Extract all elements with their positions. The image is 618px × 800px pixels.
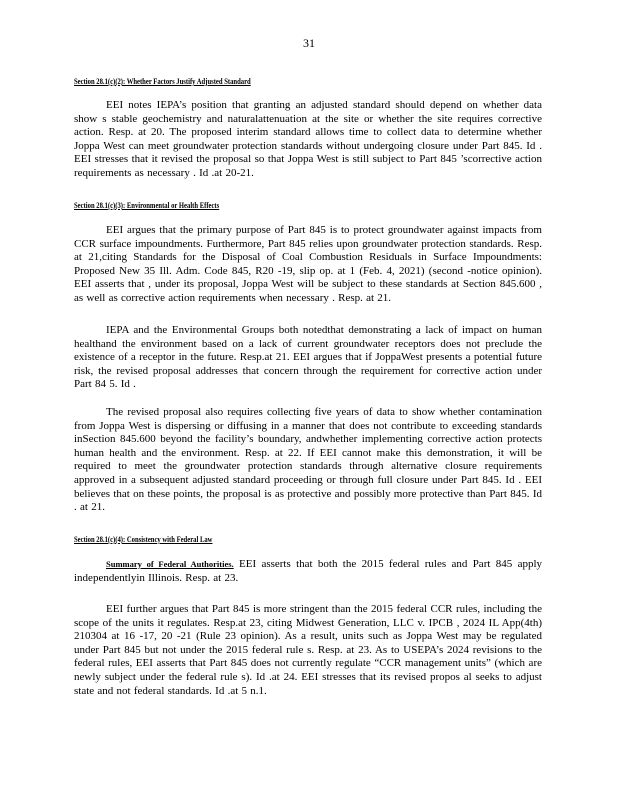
paragraph: EEI notes IEPA’s position that granting an adjusted standard should depend on whether data show s stable geochemistry and naturalattenuation at the site or whether the site requires corrective action. Resp. at 20. The proposed interim standard allows time to collect data to determine whether Joppa West can meet groundwater protection standards without undergoing closure under Part 845. Id . EEI stresses that it revised the proposal so that Joppa West is still subject to Part 845 ’scorrective action requirements as necessary . Id .at 20-21. <box>74 99 542 179</box>
section-heading: Section 28.1(c)(2): Whether Factors Justify Adjusted Standard <box>74 76 251 86</box>
section-heading: Section 28.1(c)(3): Environmental or Health Effects <box>74 200 220 210</box>
paragraph: IEPA and the Environmental Groups both notedthat demonstrating a lack of impact on human healthand the environment based on a lack of current groundwater receptors does not preclude the existence of a receptor in the future. Resp.at 21. EEI argues that if JoppaWest presents a potential future risk, the revised proposal addresses that concern through the requirement for corrective action under Part 84 5. Id . <box>74 324 542 391</box>
subheading: Summary of Federal Authorities. <box>106 559 234 569</box>
paragraph: Summary of Federal Authorities. EEI asserts that both the 2015 federal rules and Part 845 apply independentlyin Illinois. Resp. at 23. <box>74 558 543 584</box>
paragraph: The revised proposal also requires collecting five years of data to show whether contamination from Joppa West is dispersing or diffusing in a manner that does not contribute to exceeding standards inSection 845.600 beyond the facility’s boundary, andwhether implementing corrective action protects human health and the environment. Resp. at 22. If EEI cannot make this demonstration, it will be required to meet the groundwater protection standards through alternative closure requirements approved in a subsequent adjusted standard proceeding or through full closure under Part 845. Id . EEI believes that on these points, the proposal is as protective and possibly more protective than Part 845. Id . at 21. <box>74 406 542 514</box>
section-heading: Section 28.1(c)(4): Consistency with Federal Law <box>74 534 213 544</box>
paragraph: EEI argues that the primary purpose of Part 845 is to protect groundwater against impacts from CCR surface impoundments. Furthermore, Part 845 relies upon groundwater protection standards. Resp. at 21,citing Standards for the Disposal of Coal Combustion Residuals in Surface Impoundments: Proposed New 35 Ill. Adm. Code 845, R20 -19, slip op. at 1 (Feb. 4, 2021) (second -notice opinion). EEI asserts that , under its proposal, Joppa West will be subject to these standards at Section 845.600 , as well as corrective action requirements when necessary . Resp. at 21. <box>74 224 542 304</box>
paragraph: EEI further argues that Part 845 is more stringent than the 2015 federal CCR rules, including the scope of the units it regulates. Resp.at 23, citing Midwest Generation, LLC v. IPCB , 2024 IL App(4th) 210304 at 16 -17, 20 -21 (Rule 23 opinion). As a result, units such as Joppa West may be regulated under Part 845 but not under the 2015 federal rule s. Resp. at 23. As to USEPA’s 2024 revisions to the federal rules, EEI asserts that Part 845 does not currently regulate “CCR management units” (which are newly subject under the federal rule s). Id .at 24. EEI stresses that its revised propos al seeks to adjust state and not federal standards. Id .at 5 n.1. <box>74 603 542 697</box>
page-number: 31 <box>303 36 315 50</box>
